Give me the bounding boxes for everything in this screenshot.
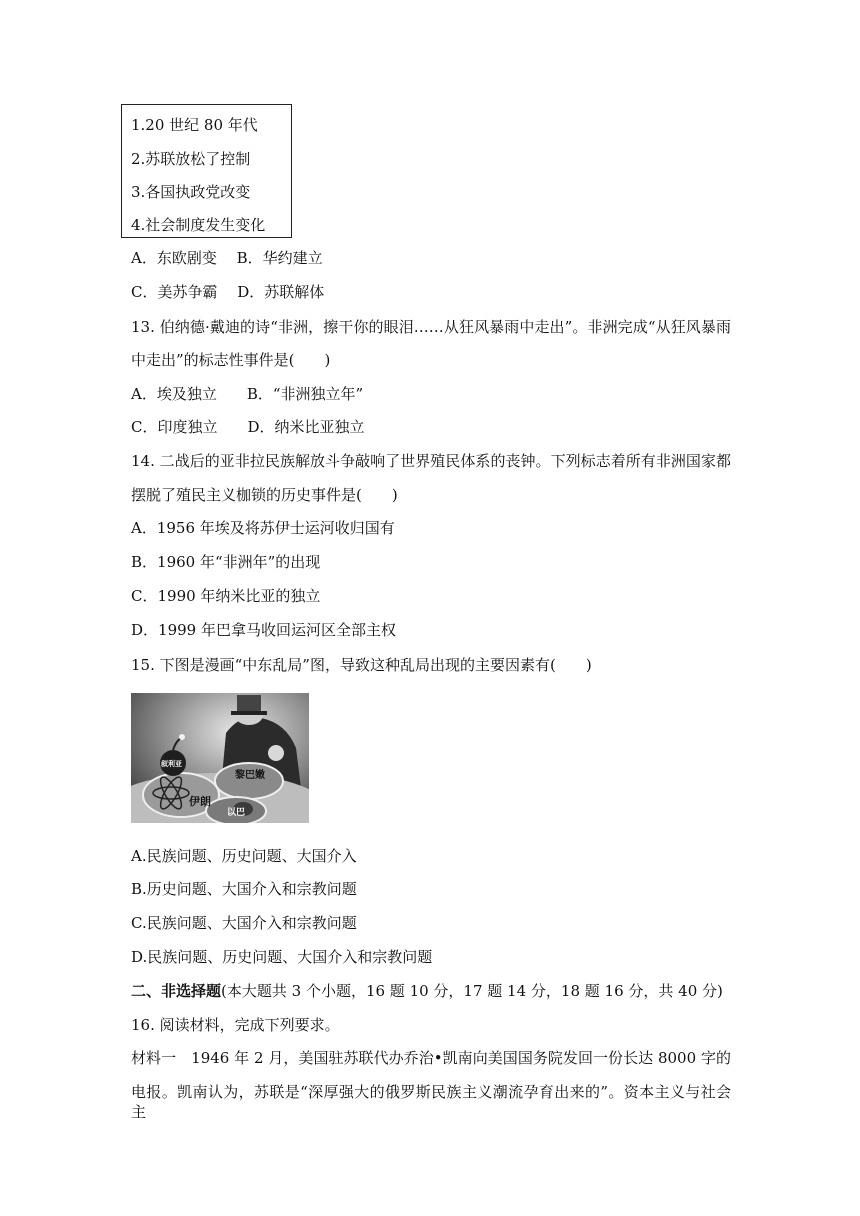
section-2-header bbox=[131, 981, 723, 1001]
q15-stem: 15. 下图是漫画“中东乱局”图，导致这种乱局出现的主要因素有( ) bbox=[131, 656, 592, 674]
q14-option-d: D．1999 年巴拿马收回运河区全部主权 bbox=[131, 621, 396, 639]
section-2-heading: 二、非选择题 bbox=[131, 982, 222, 1000]
clue-item-4: 4.社会制度发生变化 bbox=[131, 216, 266, 234]
q16-material-line1: 材料一 1946 年 2 月，美国驻苏联代办乔治•凯南向美国国务院发回一份长达 8000 字的 bbox=[131, 1049, 731, 1067]
q14-stem-line1: 14. 二战后的亚非拉民族解放斗争敲响了世界殖民体系的丧钟。下列标志着所有非洲国家都 bbox=[131, 452, 731, 470]
q14-option-b: B．1960 年“非洲年”的出现 bbox=[131, 553, 321, 571]
clue-item-3: 3.各国执政党改变 bbox=[131, 183, 251, 201]
q15-option-b: B.历史问题、大国介入和宗教问题 bbox=[131, 880, 357, 898]
cartoon-label-left: 伊朗 bbox=[189, 795, 211, 808]
q13-options-row1: A．埃及独立 B．“非洲独立年” bbox=[131, 385, 364, 403]
clue-item-2: 2.苏联放松了控制 bbox=[131, 150, 251, 168]
cartoon-label-bomb: 叙利亚 bbox=[161, 760, 182, 768]
q15-option-c: C.民族问题、大国介入和宗教问题 bbox=[131, 914, 357, 932]
cartoon-drawing bbox=[131, 693, 309, 823]
q13-stem-line1: 13. 伯纳德·戴迪的诗“非洲，擦干你的眼泪……从狂风暴雨中走出”。非洲完成“从狂风暴雨 bbox=[131, 318, 731, 336]
middle-east-cartoon bbox=[131, 693, 309, 823]
q16-stem: 16. 阅读材料，完成下列要求。 bbox=[131, 1016, 340, 1034]
q14-stem-line2: 摆脱了殖民主义枷锁的历史事件是( ) bbox=[131, 486, 398, 504]
q14-option-c: C．1990 年纳米比亚的独立 bbox=[131, 587, 321, 605]
q12-options-row1: A．东欧剧变 B．华约建立 bbox=[131, 249, 323, 267]
cartoon-label-right: 黎巴嫩 bbox=[235, 770, 265, 781]
q15-option-d: D.民族问题、历史问题、大国介入和宗教问题 bbox=[131, 948, 433, 966]
q13-stem-line2: 中走出”的标志性事件是( ) bbox=[131, 351, 331, 369]
q16-material-line2: 电报。凯南认为，苏联是“深厚强大的俄罗斯民族主义潮流孕育出来的”。资本主义与社会主 bbox=[131, 1083, 731, 1121]
clue-box bbox=[121, 104, 292, 238]
q14-option-a: A．1956 年埃及将苏伊士运河收归国有 bbox=[131, 519, 395, 537]
section-2-note: (本大题共 3 个小题，16 题 10 分，17 题 14 分，18 题 16 分，共 40 分) bbox=[221, 982, 723, 1000]
clue-item-1: 1.20 世纪 80 年代 bbox=[131, 116, 258, 134]
q15-option-a: A.民族问题、历史问题、大国介入 bbox=[131, 847, 357, 865]
q12-options-row2: C．美苏争霸 D．苏联解体 bbox=[131, 283, 325, 301]
q13-options-row2: C．印度独立 D．纳米比亚独立 bbox=[131, 418, 365, 436]
cartoon-label-bottom: 以巴 bbox=[227, 808, 246, 818]
